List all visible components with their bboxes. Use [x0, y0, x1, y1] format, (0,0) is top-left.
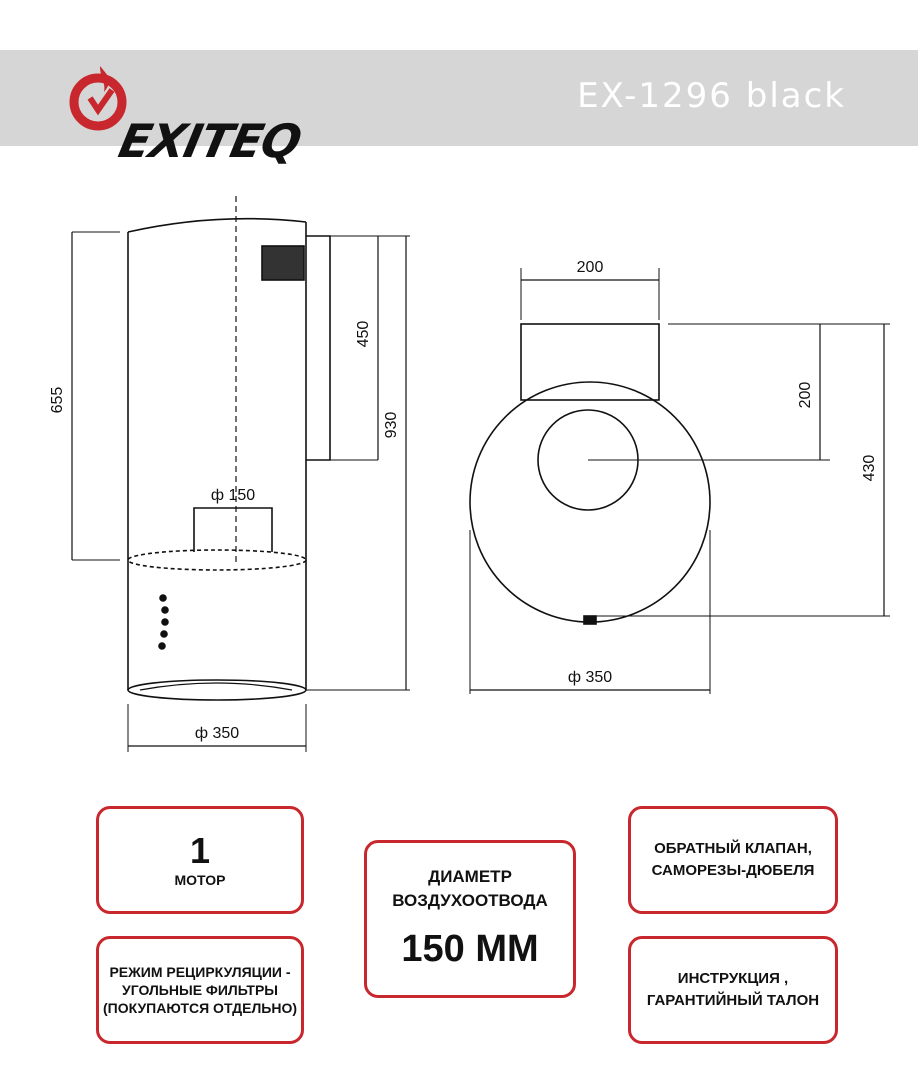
- motor-label: МОТОР: [174, 872, 226, 888]
- motor-count-card: [96, 806, 304, 914]
- control-button: [162, 607, 168, 613]
- docs-line2: ГАРАНТИЙНЫЙ ТАЛОН: [646, 992, 820, 1009]
- valve-line2: САМОРЕЗЫ-ДЮБЕЛЯ: [651, 862, 815, 879]
- dim-450: 450: [355, 320, 372, 348]
- dim-top-350: ф 350: [567, 669, 613, 686]
- dim-930: 930: [383, 411, 400, 439]
- dim-duct-200: 200: [576, 259, 604, 276]
- documents-card: [628, 936, 838, 1044]
- dim-655: 655: [49, 386, 66, 414]
- dim-offset-200: 200: [797, 381, 814, 409]
- header-band: [0, 50, 918, 168]
- duct-line2: ВОЗДУХООТВОДА: [392, 891, 548, 910]
- docs-line1: ИНСТРУКЦИЯ ,: [677, 970, 789, 987]
- valve-card: [628, 806, 838, 914]
- recirculation-card: [96, 936, 304, 1044]
- duct-diameter-card: [364, 840, 576, 998]
- recirculation-line3: (ПОКУПАЮТСЯ ОТДЕЛЬНО): [102, 1000, 298, 1016]
- top-view: [470, 268, 890, 694]
- duct-line1: ДИАМЕТР: [428, 867, 512, 886]
- brand-name: EXITEQ: [114, 114, 306, 168]
- motor-count: 1: [189, 830, 211, 871]
- dim-430: 430: [861, 454, 878, 482]
- duct-cover: [306, 236, 330, 460]
- duct-value: 150 ММ: [401, 928, 539, 970]
- control-button: [162, 619, 168, 625]
- body-circle-top: [470, 382, 710, 622]
- model-title: EX-1296 black: [577, 76, 846, 116]
- filter-ring: [128, 550, 306, 570]
- side-view: [72, 196, 410, 752]
- side-vent-grille: [262, 246, 304, 280]
- duct-box-top: [521, 324, 659, 400]
- recirculation-line1: РЕЖИМ РЕЦИРКУЛЯЦИИ -: [109, 964, 291, 980]
- control-button: [161, 631, 167, 637]
- dim-side-350: ф 350: [194, 725, 240, 742]
- dim-outlet-150: ф 150: [210, 487, 256, 504]
- front-knob: [584, 616, 596, 624]
- valve-line1: ОБРАТНЫЙ КЛАПАН,: [654, 840, 812, 857]
- technical-drawing: [0, 150, 918, 790]
- side-body-top-edge: [128, 219, 306, 232]
- control-button: [159, 643, 165, 649]
- outlet-pipe-side: [194, 508, 272, 552]
- control-button: [160, 595, 166, 601]
- recirculation-line2: УГОЛЬНЫЕ ФИЛЬТРЫ: [121, 982, 278, 998]
